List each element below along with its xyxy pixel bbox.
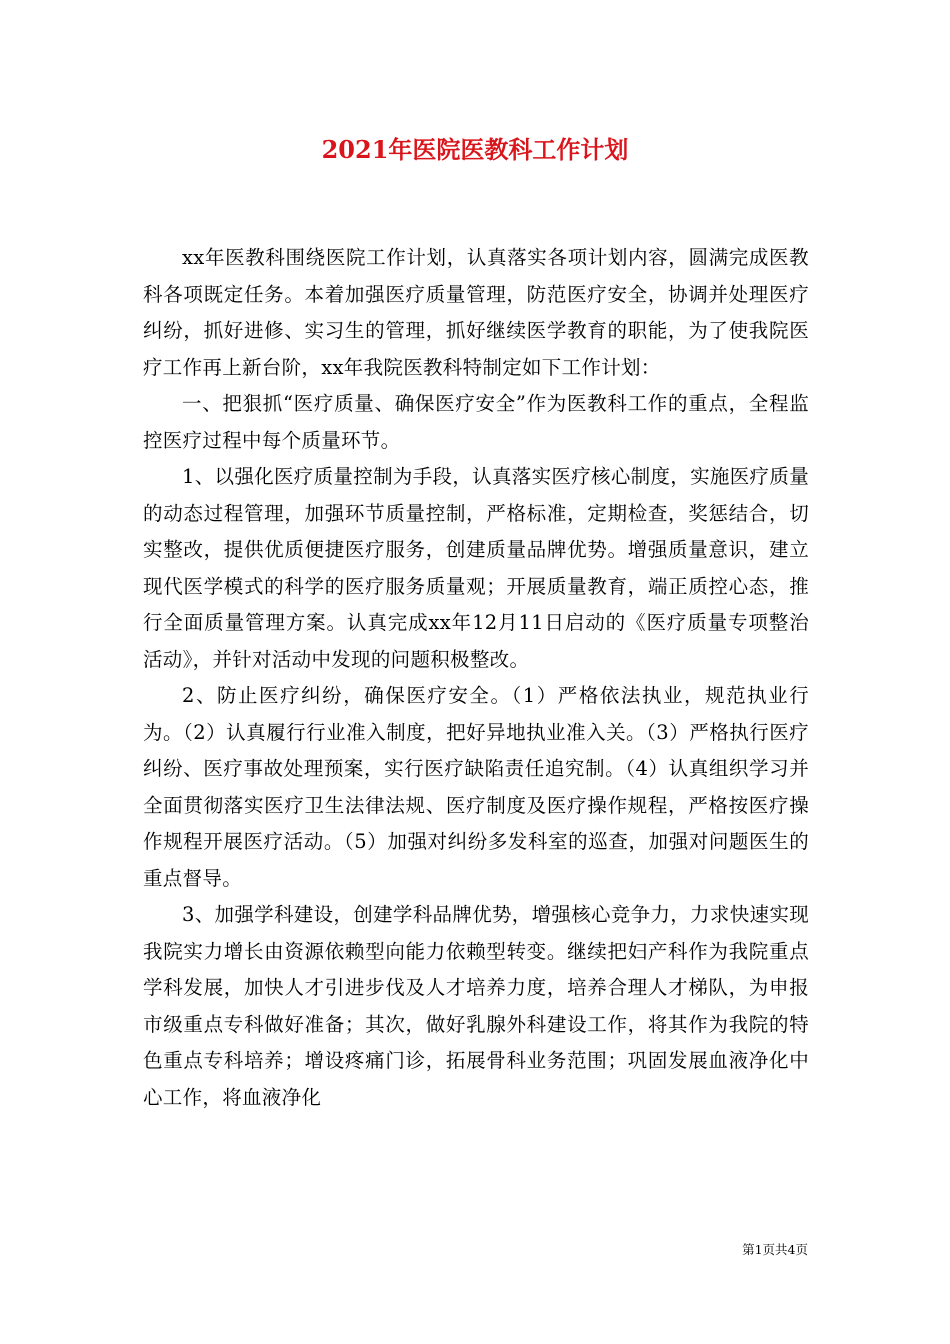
paragraph-item-1: 1、以强化医疗质量控制为手段，认真落实医疗核心制度，实施医疗质量的动态过程管理，加强环节质量控制，严格标准，定期检查，奖惩结合，切实整改，提供优质便捷医疗服务，创建质量品牌优势。增强质量意识，建立现代医学模式的科学的医疗服务质量观；开展质量教育，端正质控心态，推行全面质量管理方案。认真完成xx年12月11日启动的《医疗质量专项整治活动》，并针对活动中发现的问题积极整改。 <box>143 465 809 671</box>
paragraph-intro: xx年医教科围绕医院工作计划，认真落实各项计划内容，圆满完成医教科各项既定任务。本着加强医疗质量管理，防范医疗安全，协调并处理医疗纠纷，抓好进修、实习生的管理，抓好继续医学教育的职能，为了使我院医疗工作再上新台阶，xx年我院医教科特制定如下工作计划： <box>143 246 809 379</box>
paragraph-section-1: 一、把狠抓“医疗质量、确保医疗安全”作为医教科工作的重点，全程监控医疗过程中每个质量环节。 <box>143 392 809 452</box>
document-body <box>143 240 809 1116</box>
paragraph-item-2: 2、防止医疗纠纷，确保医疗安全。（1）严格依法执业，规范执业行为。（2）认真履行行业准入制度，把好异地执业准入关。（3）严格执行医疗纠纷、医疗事故处理预案，实行医疗缺陷责任追究制。（4）认真组织学习并全面贯彻落实医疗卫生法律法规、医疗制度及医疗操作规程，严格按医疗操作规程开展医疗活动。（5）加强对纠纷多发科室的巡查，加强对问题医生的重点督导。 <box>143 684 809 890</box>
page-number-footer: 第1页共4页 <box>742 1242 808 1257</box>
document-title: 2021年医院医教科工作计划 <box>321 135 629 164</box>
paragraph-item-3: 3、加强学科建设，创建学科品牌优势，增强核心竞争力，力求快速实现我院实力增长由资源依赖型向能力依赖型转变。继续把妇产科作为我院重点学科发展，加快人才引进步伐及人才培养力度，培养合理人才梯队，为申报市级重点专科做好准备；其次，做好乳腺外科建设工作，将其作为我院的特色重点专科培养；增设疼痛门诊，拓展骨科业务范围；巩固发展血液净化中心工作，将血液净化 <box>143 903 809 1109</box>
